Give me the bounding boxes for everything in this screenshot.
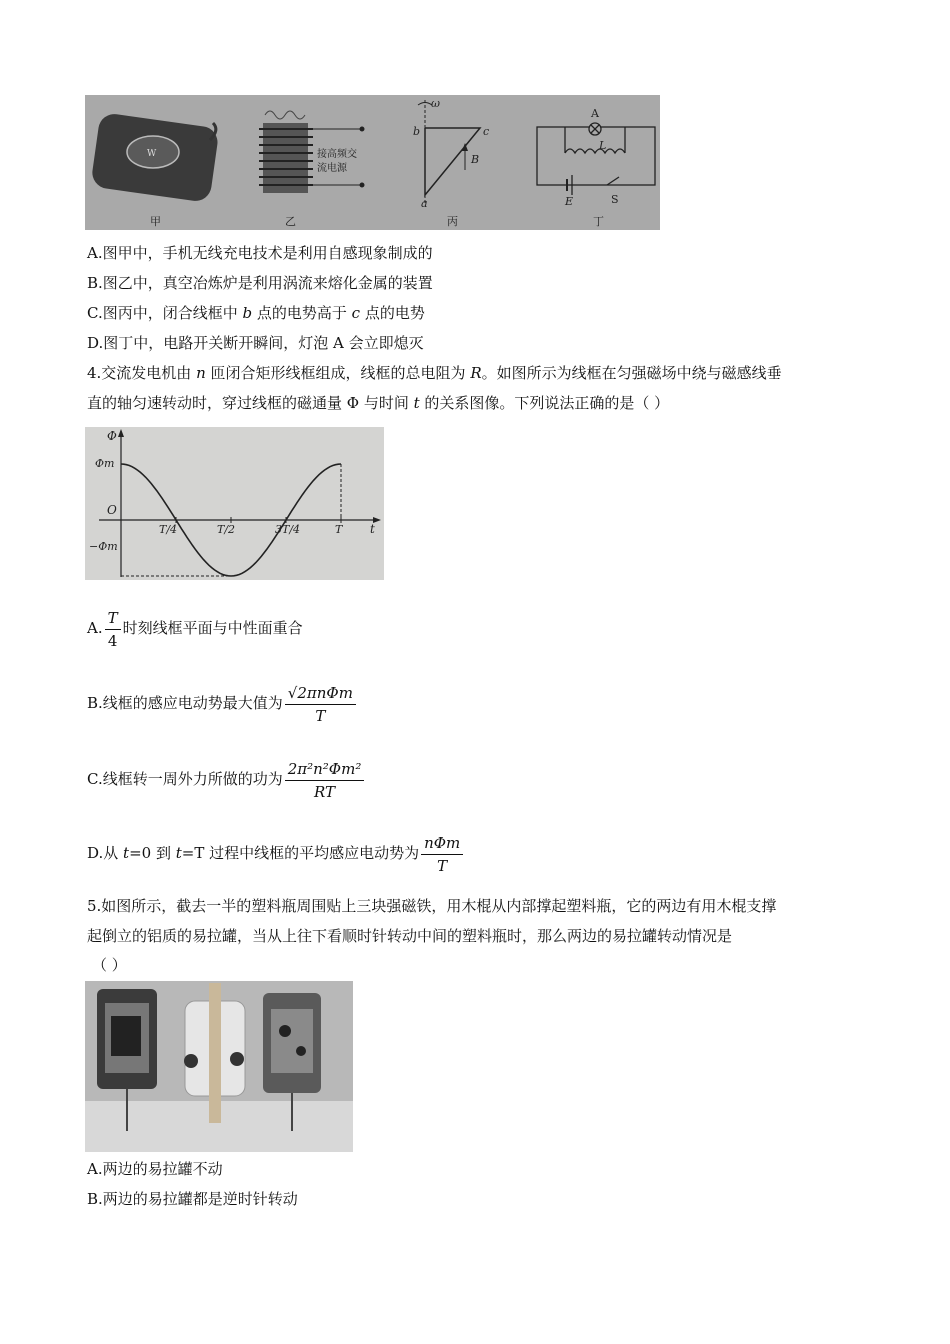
q5-cans-photo xyxy=(85,981,353,1152)
wireless-charger-image xyxy=(90,112,219,203)
q4-stem-line2: 直的轴匀速转动时，穿过线框的磁通量 Φ 与时间 t 的关系图像。下列说法正确的是（ ） xyxy=(87,394,670,412)
neg-phi-max-label: −Φm xyxy=(89,540,118,553)
fraction-t-over-4: $\frac{T}{4}$ xyxy=(105,607,121,652)
tick-label-t4: T/4 xyxy=(159,523,178,536)
fraction-work: $\frac{\text{2π²n²Φm²}}{RT}$ xyxy=(285,758,365,803)
q4-flux-graph xyxy=(85,427,384,580)
circuit-label-A: A xyxy=(591,107,599,120)
coil-text-2: 流电源 xyxy=(317,163,347,174)
fig-label-jia: 甲 xyxy=(150,215,161,228)
q5-stem-line3: （ ） xyxy=(92,956,127,974)
q3-option-d: D.图丁中，电路开关断开瞬间，灯泡 A 会立即熄灭 xyxy=(87,334,424,352)
frame-label-b: b xyxy=(413,125,421,138)
x-axis-label: t xyxy=(370,522,375,536)
origin-label: O xyxy=(107,503,117,517)
fraction-avg-emf: $\frac{\text{nΦm}}{T}$ xyxy=(421,832,463,877)
fig-label-bing: 丙 xyxy=(447,215,458,228)
q3-option-c: C.图丙中，闭合线框中 b 点的电势高于 c 点的电势 xyxy=(87,304,425,322)
svg-text:W: W xyxy=(147,149,157,159)
self-inductance-circuit-image xyxy=(537,123,655,195)
tick-label-t: T xyxy=(335,523,343,536)
circuit-label-L: L xyxy=(599,139,607,152)
frame-label-omega: ω xyxy=(431,97,440,110)
frame-label-c: c xyxy=(483,125,490,138)
coil-text-1: 接高频交 xyxy=(317,149,357,160)
y-axis-arrow xyxy=(118,429,124,437)
fig-label-ding: 丁 xyxy=(593,215,604,228)
q5-stem-line1: 5.如图所示，截去一半的塑料瓶周围贴上三块强磁铁，用木棍从内部撑起塑料瓶，它的两边有用木棍支撑 xyxy=(87,897,777,915)
phi-max-label: Φm xyxy=(95,457,115,470)
q3-figure-photo xyxy=(85,95,660,230)
q4-option-b: B.线框的感应电动势最大值为 $\frac{\text{√2πnΦm}}{T}$ xyxy=(87,680,358,727)
tick-label-3t4: 3T/4 xyxy=(275,523,301,536)
q3-figure-svg xyxy=(85,95,660,230)
fraction-emf-max: $\frac{\text{√2πnΦm}}{T}$ xyxy=(285,682,356,727)
tick-label-t2: T/2 xyxy=(217,523,236,536)
q5-option-a: A.两边的易拉罐不动 xyxy=(87,1160,223,1178)
q5-stem-line2: 起倒立的铝质的易拉罐，当从上往下看顺时针转动中间的塑料瓶时，那么两边的易拉罐转动情况是 xyxy=(87,927,733,945)
y-axis-label: Φ xyxy=(107,429,117,443)
q5-photo-svg xyxy=(85,981,353,1152)
q5-option-b: B.两边的易拉罐都是逆时针转动 xyxy=(87,1190,298,1208)
circuit-label-S: S xyxy=(611,193,619,206)
q3-option-a: A.图甲中，手机无线充电技术是利用自感现象制成的 xyxy=(87,244,433,262)
q4-option-c: C.线框转一周外力所做的功为 $\frac{\text{2π²n²Φm²}}{RT}$ xyxy=(87,756,366,803)
frame-label-B: B xyxy=(471,153,480,166)
q4-option-a: A. $\frac{T}{4}$ 时刻线框平面与中性面重合 xyxy=(87,608,303,650)
circuit-label-E: E xyxy=(565,195,574,208)
q4-option-d: D.从 t=0 到 t=T 过程中线框的平均感应电动势为 $\frac{\text{nΦm}}{T}$ xyxy=(87,830,465,877)
rotating-frame-image xyxy=(418,100,480,203)
q3-option-b: B.图乙中，真空冶炼炉是利用涡流来熔化金属的装置 xyxy=(87,274,433,292)
q4-stem-line1: 4.交流发电机由 n 匝闭合矩形线框组成，线框的总电阻为 R。如图所示为线框在匀强磁场中绕与磁感线垂 xyxy=(87,364,782,382)
fig-label-yi: 乙 xyxy=(285,215,296,228)
frame-label-a: a xyxy=(421,197,428,210)
flux-graph-svg xyxy=(85,427,384,580)
